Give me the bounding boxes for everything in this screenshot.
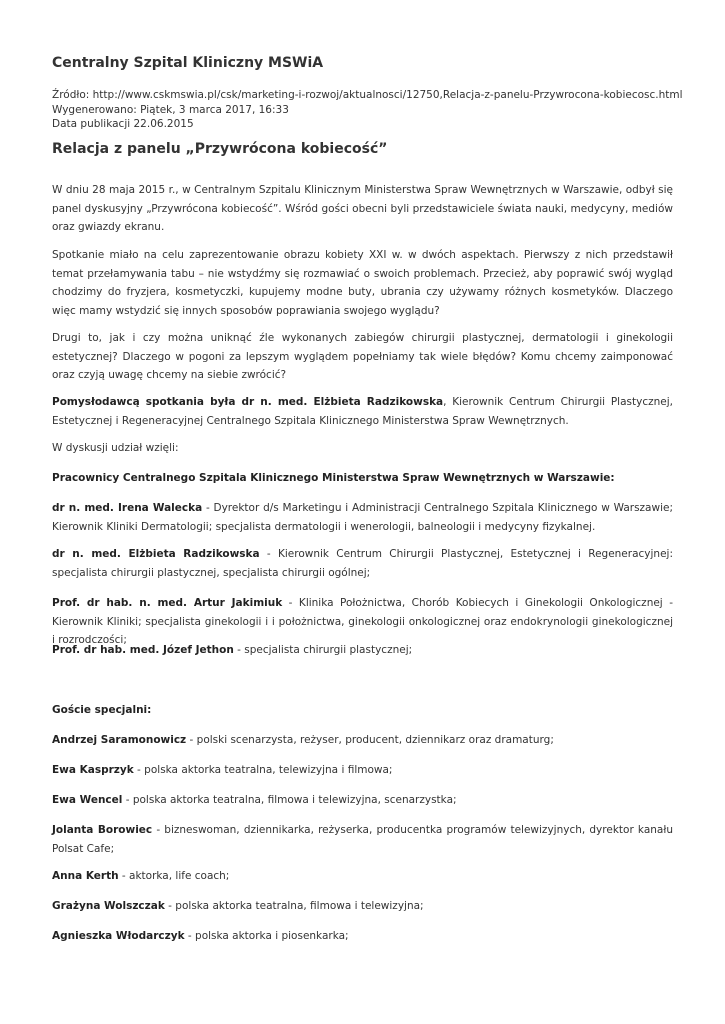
guest-desc: - polska aktorka teatralna, filmowa i telewizyjna, scenarzystka; <box>122 794 457 806</box>
guest-item <box>52 867 673 886</box>
guest-name: Ewa Wencel <box>52 794 123 806</box>
staff-name: dr n. med. Elżbieta Radzikowska <box>52 548 260 560</box>
staff-name: Prof. dr hab. med. Józef Jethon <box>52 644 234 656</box>
paragraph-intro: W dniu 28 maja 2015 r., w Centralnym Szpitalu Klinicznym Ministerstwa Spraw Wewnętrznych w Warszawie, odbył się panel dyskusyjny „Przywrócona kobiecość”. Wśród gości obecni byli przedstawiciele świata nauki, medycyny, mediów oraz gwiazdy ekranu. <box>52 184 673 233</box>
guest-item <box>52 927 673 946</box>
guest-item <box>52 897 673 916</box>
staff-item <box>52 641 673 660</box>
document-meta <box>52 88 683 132</box>
published-line: Data publikacji 22.06.2015 <box>52 118 194 130</box>
guest-item <box>52 731 673 750</box>
paragraph-aspects: Spotkanie miało na celu zaprezentowanie obrazu kobiety XXI w. w dwóch aspektach. Pierwszy z nich przedstawił temat przełamywania tabu – nie wstydźmy się rozmawiać o swoich problemach. Przecież, aby poprawić swój wygląd chodzimy do fryzjera, kosmetyczki, kupujemy modne buty, ubrania czy używamy różnych kosmetyków. Dlaczego więc mamy wstydzić się innych sposobów poprawiania swojego wyglądu? <box>52 249 673 317</box>
initiator-rest: , Kierownik Centrum Chirurgii Plastycznej, Estetycznej i Regeneracyjnej Centralnego Szpitala Klinicznego Ministerstwa Spraw Wewnętrznych. <box>52 396 673 427</box>
staff-desc: - Klinika Położnictwa, Chorób Kobiecych i Ginekologii Onkologicznej - Kierownik Kliniki; specjalista ginekologii i i położnictwa, ginekologii onkologicznej oraz endokrynologii ginekologicznej i rozrodczości; <box>52 597 673 646</box>
paragraph-questions: Drugi to, jak i czy można uniknąć źle wykonanych zabiegów chirurgii plastycznej, dermatologii i ginekologii estetycznej? Dlaczego w pogoni za lepszym wyglądem popełniamy tak wiele błędów? Komu chcemy zaimponować oraz czyją uwagę chcemy na siebie zwrócić? <box>52 332 673 381</box>
staff-desc: - Kierownik Centrum Chirurgii Plastycznej, Estetycznej i Regeneracyjnej: specjalista chirurgii plastycznej, specjalista chirurgii ogólnej; <box>52 548 673 579</box>
guest-item <box>52 791 673 810</box>
guest-desc: - polska aktorka teatralna, filmowa i telewizyjna; <box>164 900 424 912</box>
guests-heading: Goście specjalni: <box>52 704 152 716</box>
staff-desc: - specjalista chirurgii plastycznej; <box>233 644 413 656</box>
guest-desc: - aktorka, life coach; <box>118 870 230 882</box>
source-line: Źródło: http://www.cskmswia.pl/csk/marketing-i-rozwoj/aktualnosci/12750,Relacja-z-panelu-Przywrocona-kobiecosc.html <box>52 89 683 101</box>
staff-name: Prof. dr hab. n. med. Artur Jakimiuk <box>52 597 283 609</box>
guest-desc: - bizneswoman, dziennikarka, reżyserka, producentka programów telewizyjnych, dyrektor kanału Polsat Cafe; <box>52 824 673 855</box>
participants-intro: W dyskusji udział wzięli: <box>52 442 179 454</box>
staff-desc: - Dyrektor d/s Marketingu i Administracji Centralnego Szpitala Klinicznego w Warszawie; Kierownik Kliniki Dermatologii; specjalista dermatologii i wenerologii, balneologii i medycyny fizykalnej. <box>52 502 673 533</box>
guest-item <box>52 761 673 780</box>
staff-item <box>52 499 673 536</box>
guest-name: Grażyna Wolszczak <box>52 900 165 912</box>
site-title: Centralny Szpital Kliniczny MSWiA <box>52 55 324 71</box>
guest-desc: - polski scenarzysta, reżyser, producent, dziennikarz oraz dramaturg; <box>186 734 554 746</box>
initiator-bold: Pomysłodawcą spotkania była dr n. med. Elżbieta Radzikowska <box>52 396 444 408</box>
staff-name: dr n. med. Irena Walecka <box>52 502 203 514</box>
generated-line: Wygenerowano: Piątek, 3 marca 2017, 16:33 <box>52 103 289 116</box>
staff-heading: Pracownicy Centralnego Szpitala Klinicznego Ministerstwa Spraw Wewnętrznych w Warszawie: <box>52 472 615 484</box>
guest-name: Agnieszka Włodarczyk <box>52 930 185 942</box>
guest-name: Andrzej Saramonowicz <box>52 734 187 746</box>
guest-name: Ewa Kasprzyk <box>52 764 134 776</box>
guest-item <box>52 821 673 858</box>
guest-name: Jolanta Borowiec <box>52 824 153 836</box>
article-title: Relacja z panelu „Przywrócona kobiecość” <box>52 141 388 157</box>
guest-desc: - polska aktorka teatralna, telewizyjna i filmowa; <box>133 764 393 776</box>
initiator-paragraph <box>52 393 673 430</box>
guest-desc: - polska aktorka i piosenkarka; <box>184 930 349 942</box>
staff-item <box>52 545 673 582</box>
guest-name: Anna Kerth <box>52 870 119 882</box>
